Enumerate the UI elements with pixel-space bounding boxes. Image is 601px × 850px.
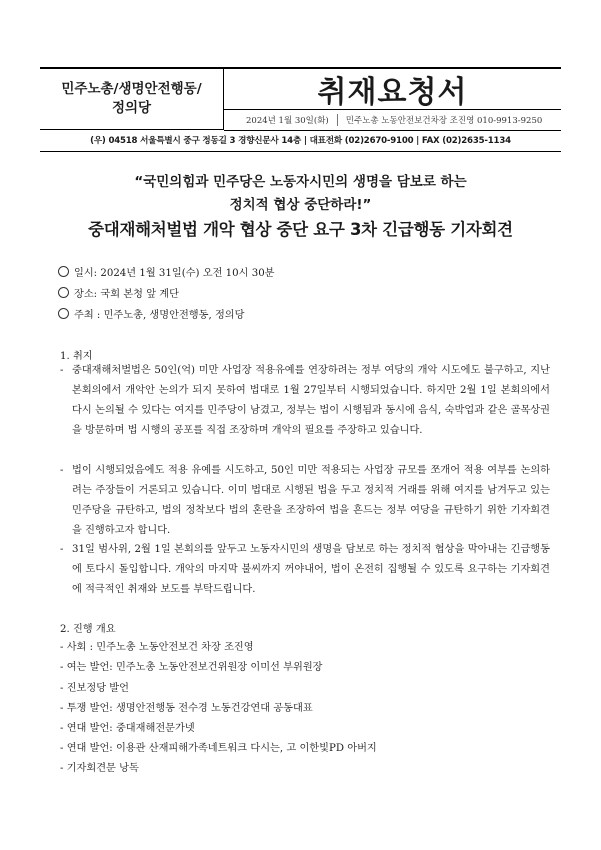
program-item-text: 기자회견문 낭독	[66, 763, 139, 774]
contact-person: 민주노총 노동안전보건차장 조진영 010-9913-9250	[345, 116, 543, 126]
organizer-name-line1: 민주노총/생명안전행동/	[61, 81, 202, 97]
program-item-text: 사회 : 민주노총 노동안전보건 차장 조진영	[66, 642, 254, 653]
document-header	[40, 67, 561, 152]
program-item-text: 연대 발언: 중대재해전문가넷	[66, 723, 195, 734]
info-text: 일시: 2024년 1월 31일(수) 오전 10시 30분	[74, 268, 275, 279]
paragraph-text: 법이 시행되었음에도 적용 유예를 시도하고, 50인 미만 적용되는 사업장 규모를 쪼개어 적용 여부를 논의하려는 주장들이 거론되고 있습니다. 이미 법대로 시행된 법을 두고 정치적 거래를 위해 여지를 남겨두고 있는 민주당을 규탄하고, 법의 정착보다 법의 혼란을 조장하여 법을 흔드는 정부 여당을 규탄하기 위한 기자회견을 진행하고자 합니다.	[72, 465, 550, 536]
program-item: - 여는 발언: 민주노총 노동안전보건위원장 이미선 부위원장	[60, 662, 323, 673]
purpose-paragraph	[60, 361, 550, 441]
paragraph-text: 중대재해처벌법은 50인(억) 미만 사업장 적용유예를 연장하려는 정부 여당의 개악 시도에도 불구하고, 지난 본회의에서 개악안 논의가 되지 못하여 법대로 1월 27일부터 시행되었습니다. 하지만 2월 1일 본회의에서 다시 논의될 수 있다는 여지를 민주당이 남겼고, 정부는 법이 시행됨과 동시에 음식, 숙박업과 같은 골목상권을 방문하며 법 시행의 공포를 직접 조장하며 개악의 필요를 주장하고 있습니다.	[72, 365, 550, 436]
program-item-text: 투쟁 발언: 생명안전행동 전수경 노동건강연대 공동대표	[66, 703, 313, 714]
slogan-line-2: 정치적 협상 중단하라!”	[229, 197, 372, 213]
paragraph-text: 31일 범사위, 2월 1일 본회의를 앞두고 노동자시민의 생명을 담보로 하는 정치적 협상을 막아내는 긴급행동에 토다시 돌입합니다. 개악의 마지막 불씨까지 꺼야내어, 법이 온전히 집행될 수 있도록 요구하는 기자회견에 적극적인 취재와 보도를 부탁드립니다.	[72, 544, 550, 595]
circle-bullet-icon	[58, 266, 69, 277]
purpose-paragraph	[60, 461, 550, 541]
section-title-purpose: 1. 취지	[60, 351, 93, 362]
info-location	[58, 285, 179, 300]
press-conference-title: 중대재해처벌법 개악 협상 중단 요구 3차 긴급행동 기자회견	[88, 220, 513, 239]
program-item: - 진보정당 발언	[60, 683, 129, 694]
program-item-text: 여는 발언: 민주노총 노동안전보건위원장 이미선 부위원장	[66, 662, 323, 673]
program-item: - 사회 : 민주노총 노동안전보건 차장 조진영	[60, 642, 254, 653]
info-text: 장소: 국회 본청 앞 계단	[74, 289, 179, 300]
issue-date: 2024년 1월 30일(화)	[224, 114, 338, 126]
program-item-text: 연대 발언: 이용관 산재피해가족네트워크 다시는, 고 이한빛PD 아버지	[66, 743, 377, 754]
slogan-line-1: “국민의힘과 민주당은 노동자시민의 생명을 담보로 하는	[134, 174, 467, 190]
dash-bullet: -	[60, 365, 64, 376]
organizer-box	[40, 69, 224, 130]
program-item-text: 진보정당 발언	[66, 683, 129, 694]
program-item: - 연대 발언: 중대재해전문가넷	[60, 723, 195, 734]
dash-bullet: -	[60, 544, 64, 555]
circle-bullet-icon	[58, 287, 69, 298]
purpose-paragraph	[60, 540, 550, 600]
program-item: - 투쟁 발언: 생명안전행동 전수경 노동건강연대 공동대표	[60, 703, 313, 714]
info-host	[58, 306, 244, 321]
dash-bullet: -	[60, 465, 64, 476]
program-item: - 기자회견문 낭독	[60, 763, 139, 774]
date-contact-row	[224, 109, 561, 131]
document-title: 취재요청서	[317, 75, 468, 110]
program-item: - 연대 발언: 이용관 산재피해가족네트워크 다시는, 고 이한빛PD 아버지	[60, 743, 377, 754]
section-title-program: 2. 진행 개요	[60, 624, 116, 635]
circle-bullet-icon	[58, 308, 69, 319]
organizer-name-line2: 정의당	[111, 100, 152, 116]
info-text: 주최 : 민주노총, 생명안전행동, 정의당	[74, 310, 245, 321]
info-datetime	[58, 264, 275, 279]
address-line: (우) 04518 서울특별시 중구 정동길 3 경향신문사 14층 | 대표전화 (02)2670-9100 | FAX (02)2635-1134	[90, 135, 511, 146]
